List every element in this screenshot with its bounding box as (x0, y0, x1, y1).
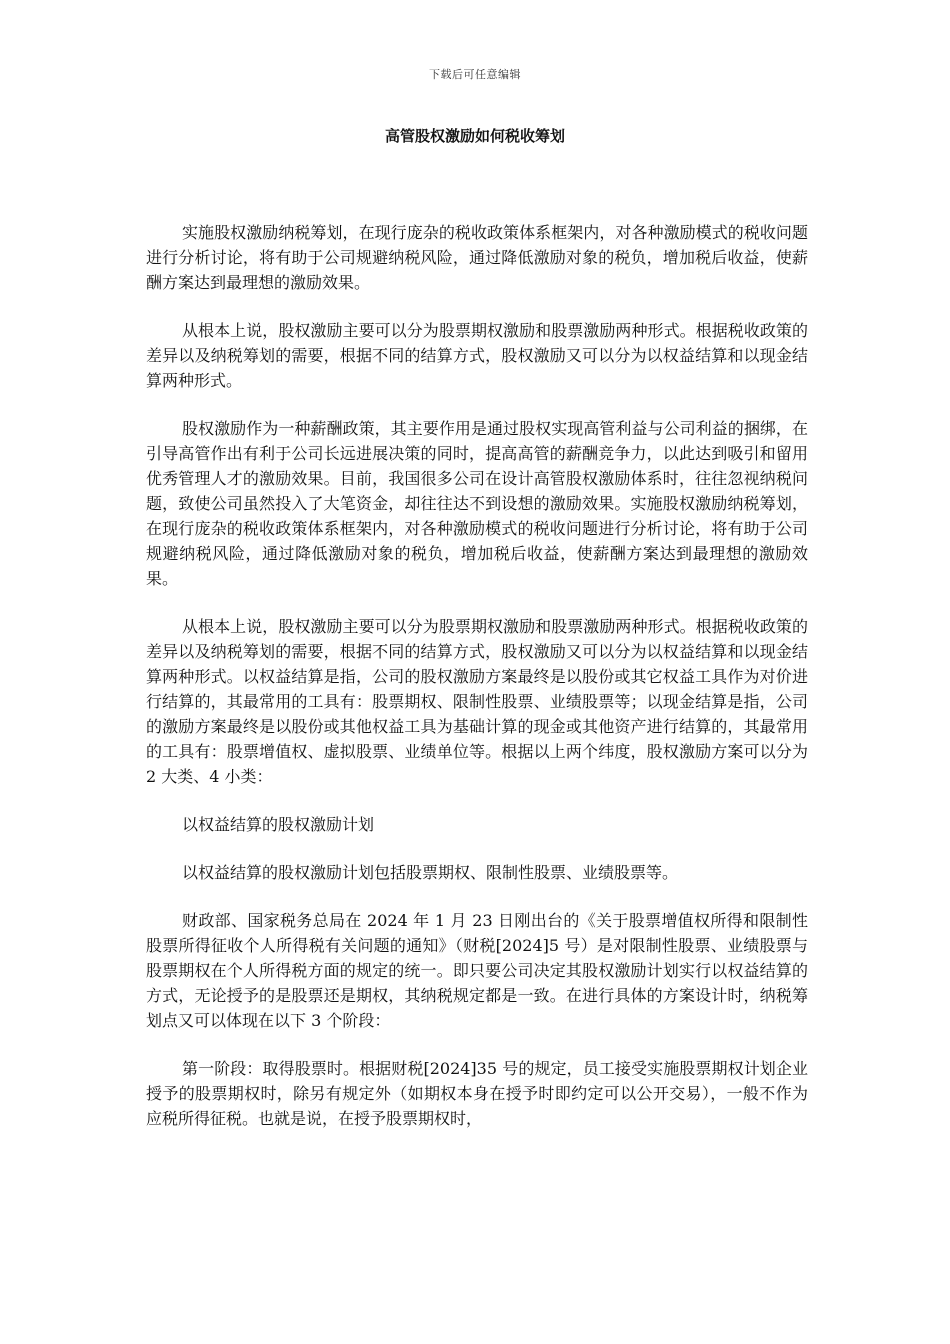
paragraph-3: 股权激励作为一种薪酬政策，其主要作用是通过股权实现高管利益与公司利益的捆绑，在引导高管作出有利于公司长远进展决策的同时，提高高管的薪酬竞争力，以此达到吸引和留用优秀管理人才的激励效果。目前，我国很多公司在设计高管股权激励体系时，往往忽视纳税问题，致使公司虽然投入了大笔资金，却往往达不到设想的激励效果。实施股权激励纳税筹划，在现行庞杂的税收政策体系框架内，对各种激励模式的税收问题进行分析讨论，将有助于公司规避纳税风险，通过降低激励对象的税负，增加税后收益，使薪酬方案达到最理想的激励效果。 (146, 419, 808, 588)
paragraph-8: 第一阶段：取得股票时。根据财税[2024]35 号的规定，员工接受实施股票期权计划企业授予的股票期权时，除另有规定外（如期权本身在授予时即约定可以公开交易），一般不作为应税所得征税。也就是说，在授予股票期权时， (146, 1059, 808, 1128)
paragraph-6: 以权益结算的股权激励计划包括股票期权、限制性股票、业绩股票等。 (182, 863, 679, 882)
document-title: 高管股权激励如何税收筹划 (384, 127, 565, 145)
paragraph-7: 财政部、国家税务总局在 2024 年 1 月 23 日刚出台的《关于股票增值权所得和限制性股票所得征收个人所得税有关问题的通知》（财税[2024]5 号）是对限制性股票、业绩股票与股票期权在个人所得税方面的规定的统一。即只要公司决定其股权激励计划实行以权益结算的方式，无论授予的是股票还是期权，其纳税规定都是一致。在进行具体的方案设计时，纳税筹划点又可以体现在以下 3 个阶段： (146, 911, 808, 1030)
header-note: 下载后可任意编辑 (429, 68, 521, 81)
paragraph-2: 从根本上说，股权激励主要可以分为股票期权激励和股票激励两种形式。根据税收政策的差异以及纳税筹划的需要，根据不同的结算方式，股权激励又可以分为以权益结算和以现金结算两种形式。 (146, 321, 808, 390)
paragraph-1: 实施股权激励纳税筹划，在现行庞杂的税收政策体系框架内，对各种激励模式的税收问题进行分析讨论，将有助于公司规避纳税风险，通过降低激励对象的税负，增加税后收益，使薪酬方案达到最理想的激励效果。 (146, 223, 808, 292)
document-body (146, 220, 808, 1154)
section-heading: 以权益结算的股权激励计划 (182, 815, 375, 834)
paragraph-4: 从根本上说，股权激励主要可以分为股票期权激励和股票激励两种形式。根据税收政策的差异以及纳税筹划的需要，根据不同的结算方式，股权激励又可以分为以权益结算和以现金结算两种形式。以权益结算是指，公司的股权激励方案最终是以股份或其它权益工具作为对价进行结算的，其最常用的工具有：股票期权、限制性股票、业绩股票等；以现金结算是指，公司的激励方案最终是以股份或其他权益工具为基础计算的现金或其他资产进行结算的，其最常用的工具有：股票增值权、虚拟股票、业绩单位等。根据以上两个纬度，股权激励方案可以分为 2 大类、4 小类： (146, 617, 808, 786)
